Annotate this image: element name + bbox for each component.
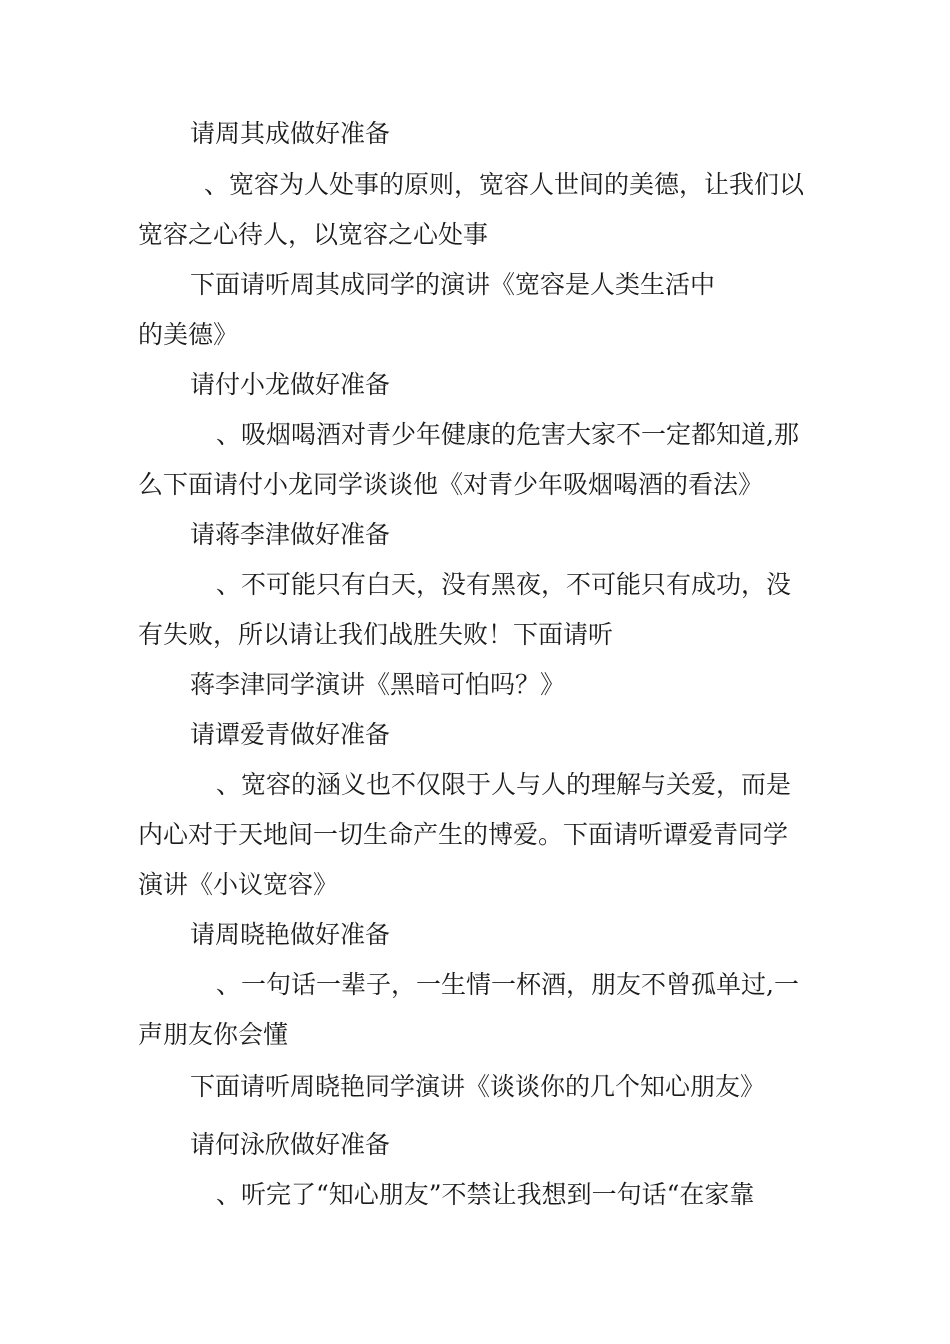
text-line: 演讲《小议宽容》 <box>138 870 339 899</box>
text-line: 、吸烟喝酒对青少年健康的危害大家不一定都知道,那 <box>216 420 799 449</box>
text-line: 下面请听周晓艳同学演讲《谈谈你的几个知心朋友》 <box>190 1072 766 1101</box>
text-line: 请付小龙做好准备 <box>190 370 391 399</box>
text-line: 么下面请付小龙同学谈谈他《对青少年吸烟喝酒的看法》 <box>138 470 764 499</box>
text-line: 下面请听周其成同学的演讲《宽容是人类生活中 <box>190 270 716 299</box>
text-line: 、不可能只有白天，没有黑夜，不可能只有成功，没 <box>216 570 792 599</box>
text-line: 、一句话一辈子，一生情一杯酒，朋友不曾孤单过,一 <box>216 970 799 999</box>
text-line: 内心对于天地间一切生命产生的博爱。下面请听谭爱青同学 <box>138 820 789 849</box>
text-line: 宽容之心待人，以宽容之心处事 <box>138 220 489 249</box>
text-line: 请周其成做好准备 <box>190 119 391 148</box>
text-line: 、宽容为人处事的原则，宽容人世间的美德，让我们以 <box>204 170 805 199</box>
text-line: 声朋友你会懂 <box>138 1020 289 1049</box>
text-line: 请谭爱青做好准备 <box>190 720 391 749</box>
text-line: 请周晓艳做好准备 <box>190 920 391 949</box>
text-line: 请何泳欣做好准备 <box>190 1130 391 1159</box>
text-line: 的美德》 <box>138 320 239 349</box>
text-line: 有失败，所以请让我们战胜失败！下面请听 <box>138 620 614 649</box>
text-line: 请蒋李津做好准备 <box>190 520 391 549</box>
text-line: 、听完了“知心朋友”不禁让我想到一句话“在家靠 <box>216 1180 755 1209</box>
text-line: 蒋李津同学演讲《黑暗可怕吗？》 <box>190 670 566 699</box>
text-line: 、宽容的涵义也不仅限于人与人的理解与关爱，而是 <box>216 770 792 799</box>
